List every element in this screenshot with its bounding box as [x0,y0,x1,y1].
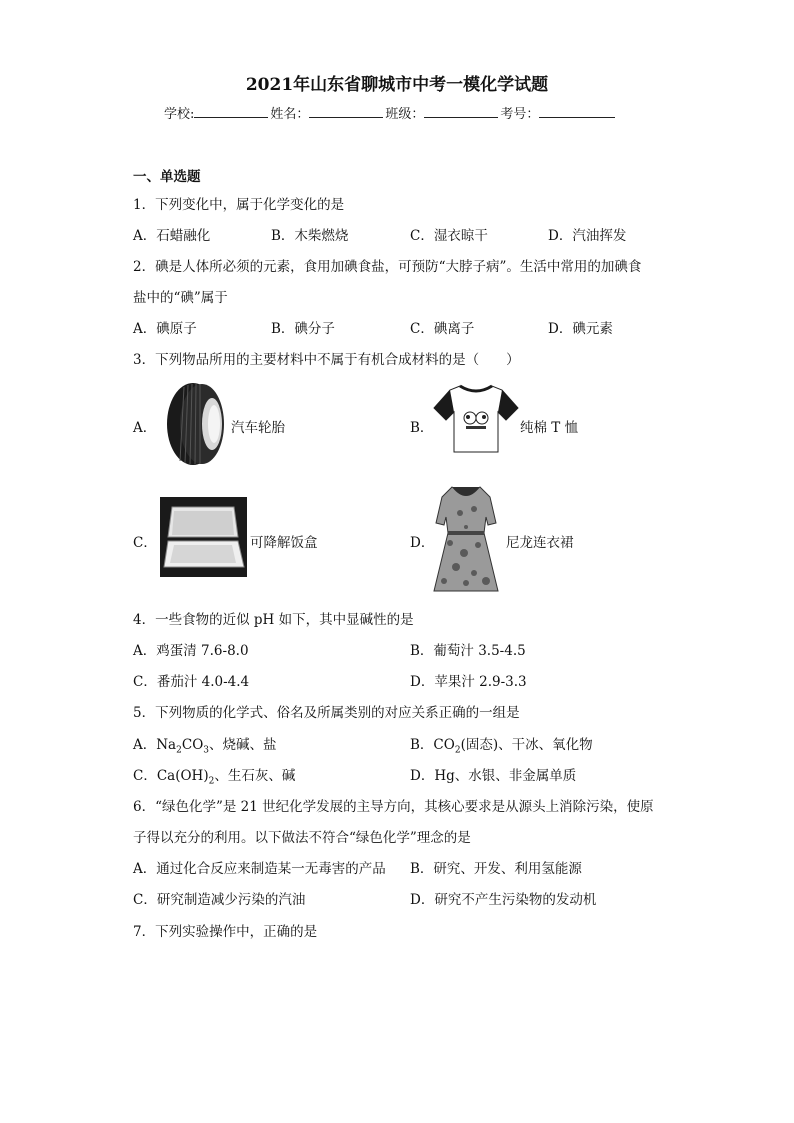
q5-c-sub: 2 [208,776,215,787]
name-blank[interactable] [309,105,383,118]
q3-option-a-letter: A． [133,420,157,436]
q3-option-c-letter: C． [133,535,157,551]
tshirt-image [432,380,520,456]
name-label: 姓名： [270,107,310,122]
q5-b-text-1: B．CO [410,737,455,753]
q3-option-c-label: 可降解饭盒 [250,535,318,551]
question-7-stem: 7．下列实验操作中，正确的是 [133,924,318,940]
q3-option-d-label: 尼龙连衣裙 [506,535,574,551]
q5-b-text-2: (固态)、干冰、氧化物 [460,737,593,753]
q1-option-d: D．汽油挥发 [548,228,627,244]
question-6-stem-line1: 6．“绿色化学”是 21 世纪化学发展的主导方向，其核心要求是从源头上消除污染，使原 [133,799,654,815]
dress-image [430,483,502,595]
q4-option-b: B．葡萄汁 3.5-4.5 [410,643,526,659]
q3-option-b-label: 纯棉 T 恤 [520,420,579,436]
tire-image [158,381,228,467]
question-2-stem-line2: 盐中的“碘”属于 [133,290,228,306]
q6-option-d: D．研究不产生污染物的发动机 [410,892,597,908]
q3-option-a-label: 汽车轮胎 [231,420,285,436]
exam-no-blank[interactable] [539,105,615,118]
school-label: 学校: [164,107,195,122]
q3-option-b-letter: B． [410,420,434,436]
q4-option-d: D．苹果汁 2.9-3.3 [410,674,527,690]
section-heading: 一、单选题 [133,169,201,185]
q5-c-text-1: C．Ca(OH) [133,768,209,784]
q5-a-text-2: CO [181,737,204,753]
q5-a-text-3: 、烧碱、盐 [209,737,277,753]
q5-a-sub-2: 3 [203,745,209,756]
q1-option-b: B．木柴燃烧 [271,228,349,244]
lunchbox-image [160,497,247,577]
exam-no-label: 考号： [500,107,540,122]
class-label: 班级： [385,107,425,122]
q5-b-sub: 2 [454,745,461,756]
q4-option-c: C．番茄汁 4.0-4.4 [133,674,250,690]
class-blank[interactable] [424,105,498,118]
q6-option-b: B．研究、开发、利用氢能源 [410,861,582,877]
q3-option-d-letter: D． [410,535,435,551]
q5-option-b [410,733,593,756]
q2-option-d: D．碘元素 [548,321,613,337]
q1-option-c: C．湿衣晾干 [410,228,488,244]
q6-option-c: C．研究制造减少污染的汽油 [133,892,306,908]
question-2-stem-line1: 2．碘是人体所必须的元素，食用加碘食盐，可预防“大脖子病”。生活中常用的加碘食 [133,259,642,275]
question-6-stem-line2: 子得以充分的利用。以下做法不符合“绿色化学”理念的是 [133,830,471,846]
q4-option-a: A．鸡蛋清 7.6-8.0 [133,643,249,659]
q1-option-a: A．石蜡融化 [133,228,211,244]
page-title: 2021年山东省聊城市中考一模化学试题 [245,75,549,95]
q2-option-b: B．碘分子 [271,321,335,337]
question-1-stem: 1．下列变化中，属于化学变化的是 [133,197,345,213]
q2-option-c: C．碘离子 [410,321,475,337]
q5-a-text-1: A．Na [133,737,177,753]
q6-option-a: A．通过化合反应来制造某一无毒害的产品 [133,861,386,877]
q5-option-d: D．Hg、水银、非金属单质 [410,768,577,784]
q5-a-sub-1: 2 [176,745,182,756]
q2-option-a: A．碘原子 [133,321,197,337]
q5-option-c [133,764,295,787]
q5-option-a [133,733,277,756]
q5-c-text-2: 、生石灰、碱 [214,768,296,784]
question-5-stem: 5．下列物质的化学式、俗名及所属类别的对应关系正确的一组是 [133,705,520,721]
question-3-stem: 3．下列物品所用的主要材料中不属于有机合成材料的是（ ） [133,352,520,368]
school-blank[interactable] [194,105,268,118]
student-info-row [164,103,617,122]
question-4-stem: 4．一些食物的近似 pH 如下，其中显碱性的是 [133,612,414,628]
